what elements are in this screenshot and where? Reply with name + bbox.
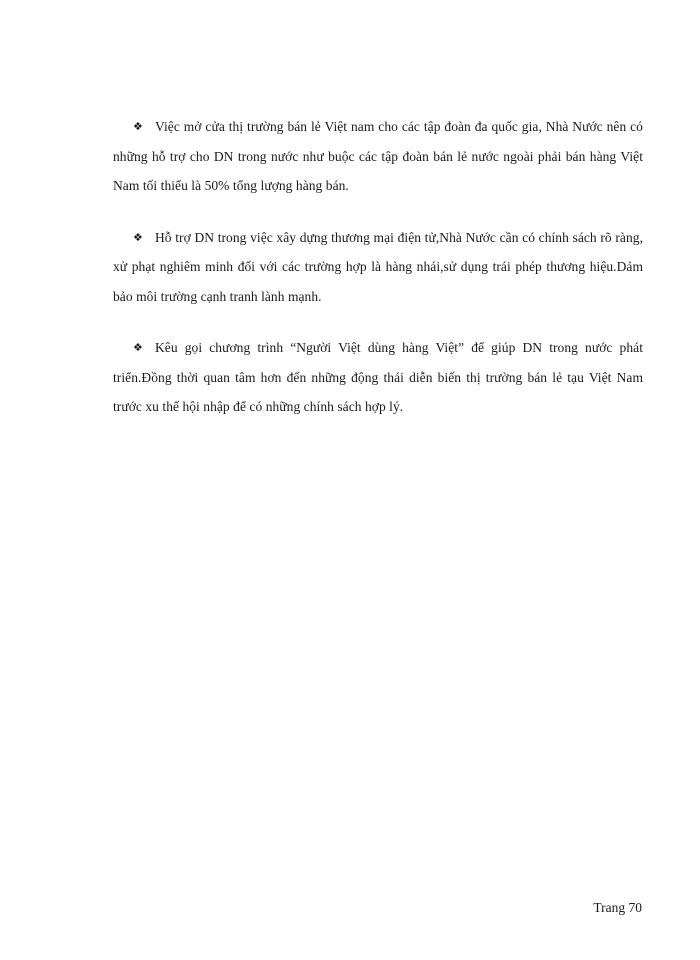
diamond-bullet-icon: ❖ xyxy=(133,120,143,133)
bullet-text-1: Việc mở cửa thị trường bán lẻ Việt nam cho các tập đoàn đa quốc gia, Nhà Nước nên có những hỗ trợ cho DN trong nước như buộc các tập đoàn bán lẻ nước ngoài phải bán hàng Việt Nam tối thiểu là 50% tổng lượng hàng bán. xyxy=(113,119,643,193)
bullet-item-2 xyxy=(113,223,643,312)
bullet-text-3: Kêu gọi chương trình “Người Việt dùng hàng Việt” để giúp DN trong nước phát triển.Đồng thời quan tâm hơn đến những động thái diễn biến thị trường bán lẻ tạu Việt Nam trước xu thế hội nhập để có những chính sách hợp lý. xyxy=(113,340,643,414)
page-number: Trang 70 xyxy=(593,900,642,915)
bullet-text-2: Hỗ trợ DN trong việc xây dựng thương mại điện tử,Nhà Nước cần có chính sách rõ ràng, xử phạt nghiêm minh đối với các trường hợp là hàng nhái,sử dụng trái phép thương hiệu.Dảm bảo môi trường cạnh tranh lành mạnh. xyxy=(113,229,643,304)
diamond-bullet-icon: ❖ xyxy=(133,230,143,244)
document-body xyxy=(113,112,643,444)
bullet-item-1 xyxy=(113,112,643,201)
diamond-bullet-icon: ❖ xyxy=(133,341,143,354)
bullet-item-3 xyxy=(113,333,643,422)
